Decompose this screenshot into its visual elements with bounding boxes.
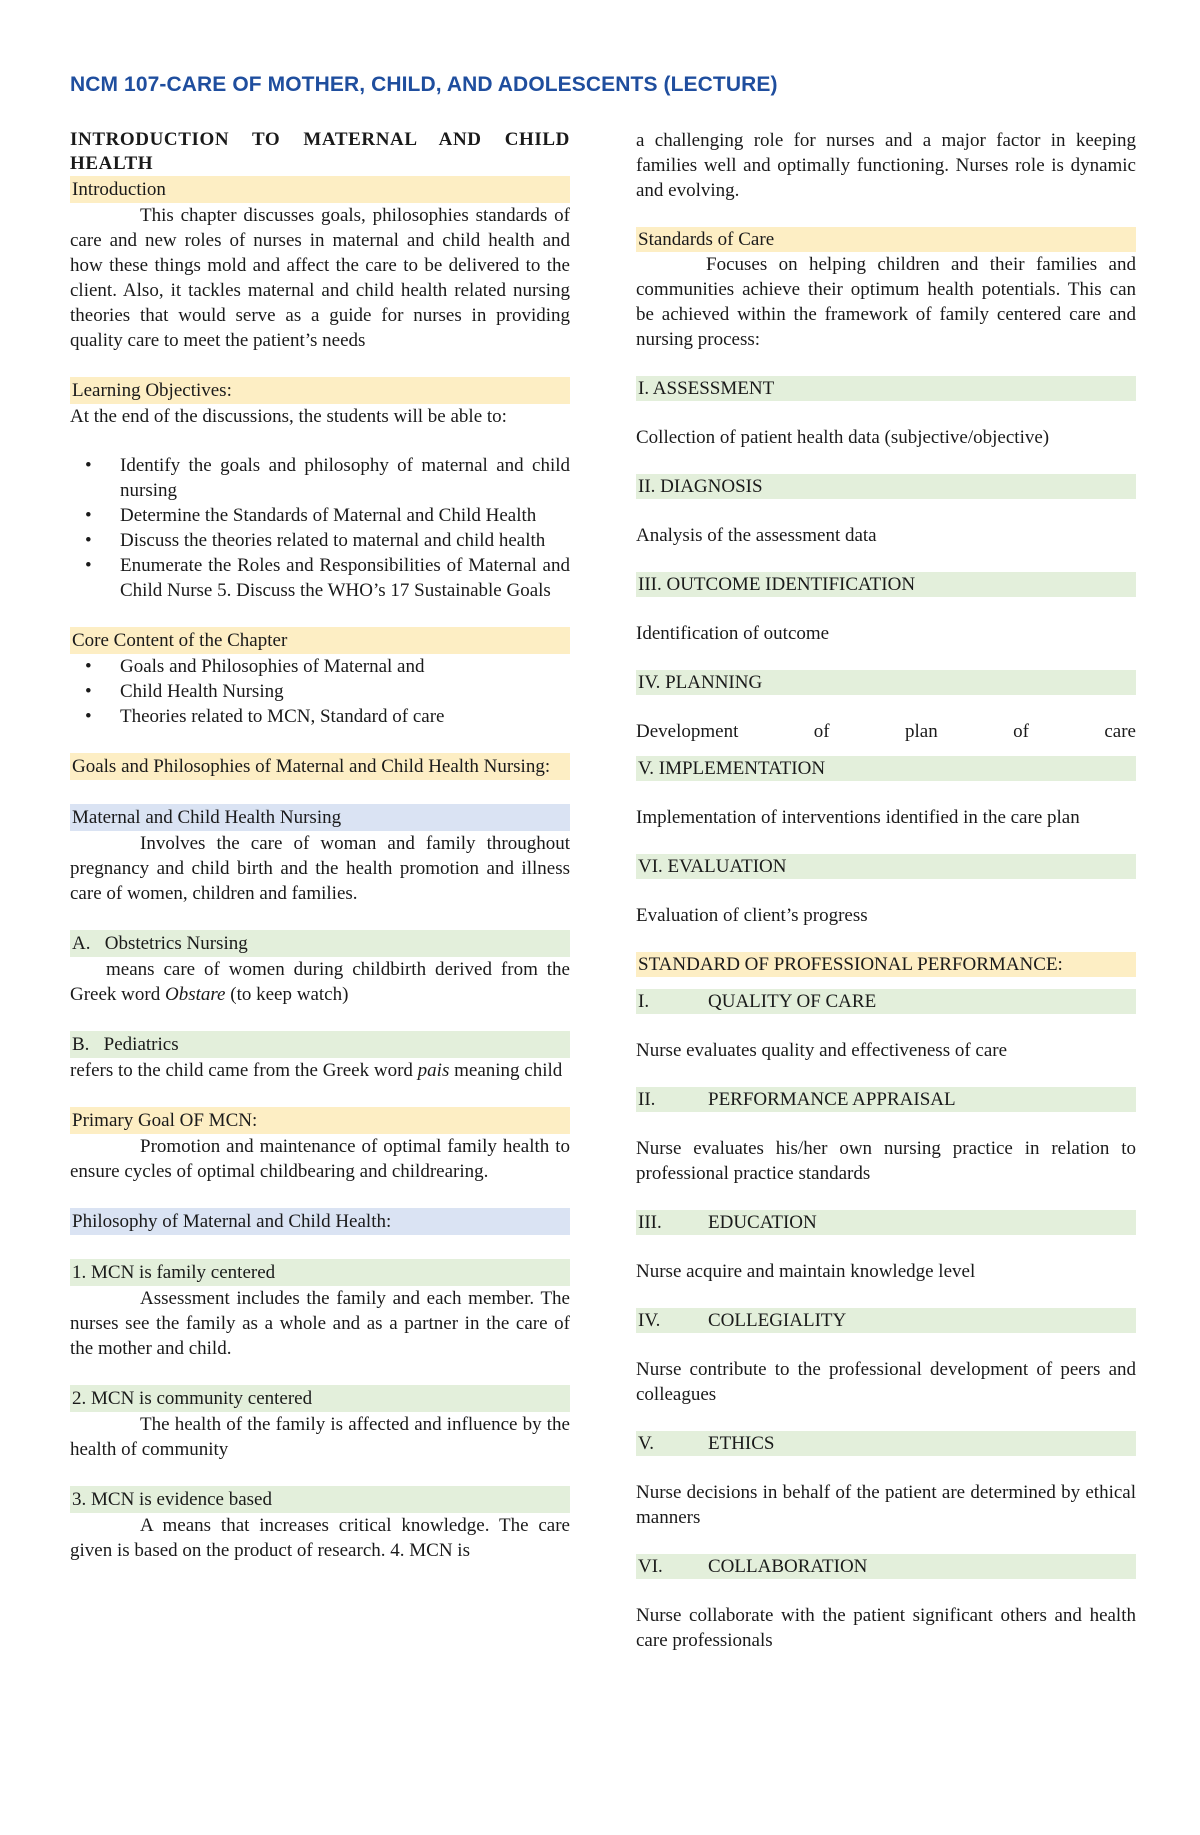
chapter-title: INTRODUCTION TO MATERNAL AND CHILD HEALTH [70,129,570,174]
list-item: • Enumerate the Roles and Responsibilities of Maternal and Child Nurse 5. Discuss the WHO’s 17 Sustainable Goals [120,553,570,603]
collaboration-heading: VI. COLLABORATION [636,1554,1136,1579]
list-item: • Discuss the theories related to maternal and child health [120,528,570,553]
primary-goal-heading: Primary Goal OF MCN: [70,1107,570,1134]
assessment-heading: I. ASSESSMENT [636,376,1136,401]
philosophy-2-heading: 2. MCN is community centered [70,1385,570,1412]
list-item: • Determine the Standards of Maternal and Child Health [120,503,570,528]
ethics-text: Nurse decisions in behalf of the patient are determined by ethical manners [636,1482,1136,1528]
implementation-heading: V. IMPLEMENTATION [636,756,1136,781]
pediatrics-heading: B. Pediatrics [70,1031,570,1058]
core-content-heading: Core Content of the Chapter [70,627,570,654]
mcn-heading: Maternal and Child Health Nursing [70,804,570,831]
continuation-text: a challenging role for nurses and a major factor in keeping families well and optimally functioning. Nurses role is dynamic and evolving. [636,130,1136,201]
standards-of-care-heading: Standards of Care [636,227,1136,252]
list-item: • Identify the goals and philosophy of maternal and child nursing [120,453,570,503]
implementation-text: Implementation of interventions identified in the care plan [636,807,1080,828]
document-title: NCM 107-CARE OF MOTHER, CHILD, AND ADOLESCENTS (LECTURE) [70,73,778,96]
philosophy-1-text: Assessment includes the family and each member. The nurses see the family as a whole and as a partner in the care of the mother and child. [70,1288,570,1359]
collaboration-text: Nurse collaborate with the patient significant others and health care professionals [636,1605,1136,1651]
ethics-heading: V. ETHICS [636,1431,1136,1456]
quality-of-care-heading: I. QUALITY OF CARE [636,989,1136,1014]
planning-text: Development of plan of care [636,721,1136,742]
pediatrics-text: refers to the child came from the Greek word pais meaning child [70,1060,563,1081]
assessment-text: Collection of patient health data (subjective/objective) [636,427,1050,448]
core-content-list [70,654,570,729]
list-item: • Theories related to MCN, Standard of care [120,704,570,729]
mcn-text: Involves the care of woman and family throughout pregnancy and child birth and the health promotion and illness care of women, children and families. [70,833,570,904]
philosophy-3-heading: 3. MCN is evidence based [70,1486,570,1513]
standards-of-care-text: Focuses on helping children and their families and communities achieve their optimum health potentials. This can be achieved within the framework of family centered care and nursing process: [636,254,1136,350]
evaluation-text: Evaluation of client’s progress [636,905,868,926]
list-item: • Goals and Philosophies of Maternal and [120,654,570,679]
learning-objectives-list [70,453,570,603]
obstetrics-heading: A. Obstetrics Nursing [70,930,570,957]
education-text: Nurse acquire and maintain knowledge level [636,1261,976,1282]
learning-objectives-lead: At the end of the discussions, the students will be able to: [70,406,507,427]
outcome-identification-text: Identification of outcome [636,623,830,644]
philosophy-3-text: A means that increases critical knowledge. The care given is based on the product of research. 4. MCN is [70,1515,570,1561]
list-item: • Child Health Nursing [120,679,570,704]
outcome-identification-heading: III. OUTCOME IDENTIFICATION [636,572,1136,597]
primary-goal-text: Promotion and maintenance of optimal family health to ensure cycles of optimal childbearing and childrearing. [70,1136,570,1182]
planning-heading: IV. PLANNING [636,670,1136,695]
professional-performance-heading: STANDARD OF PROFESSIONAL PERFORMANCE: [636,952,1136,977]
introduction-heading: Introduction [70,176,570,203]
learning-objectives-heading: Learning Objectives: [70,377,570,404]
goals-heading: Goals and Philosophies of Maternal and Child Health Nursing: [70,753,570,780]
performance-appraisal-text: Nurse evaluates his/her own nursing practice in relation to professional practice standards [636,1138,1136,1184]
collegiality-text: Nurse contribute to the professional development of peers and colleagues [636,1359,1136,1405]
quality-of-care-text: Nurse evaluates quality and effectiveness of care [636,1040,1008,1061]
education-heading: III. EDUCATION [636,1210,1136,1235]
left-column [70,128,570,1563]
philosophy-heading: Philosophy of Maternal and Child Health: [70,1208,570,1235]
introduction-text: This chapter discusses goals, philosophies standards of care and new roles of nurses in maternal and child health and how these things mold and affect the care to be delivered to the client. Also, it tackles maternal and child health related nursing theories that would serve as a guide for nurses in providing quality care to meet the patient’s needs [70,205,570,351]
performance-appraisal-heading: II. PERFORMANCE APPRAISAL [636,1087,1136,1112]
philosophy-2-text: The health of the family is affected and influence by the health of community [70,1414,570,1460]
collegiality-heading: IV. COLLEGIALITY [636,1308,1136,1333]
right-column [636,128,1136,1653]
evaluation-heading: VI. EVALUATION [636,854,1136,879]
diagnosis-text: Analysis of the assessment data [636,525,877,546]
diagnosis-heading: II. DIAGNOSIS [636,474,1136,499]
obstetrics-text: means care of women during childbirth derived from the Greek word Obstare (to keep watch) [70,959,570,1005]
philosophy-1-heading: 1. MCN is family centered [70,1259,570,1286]
